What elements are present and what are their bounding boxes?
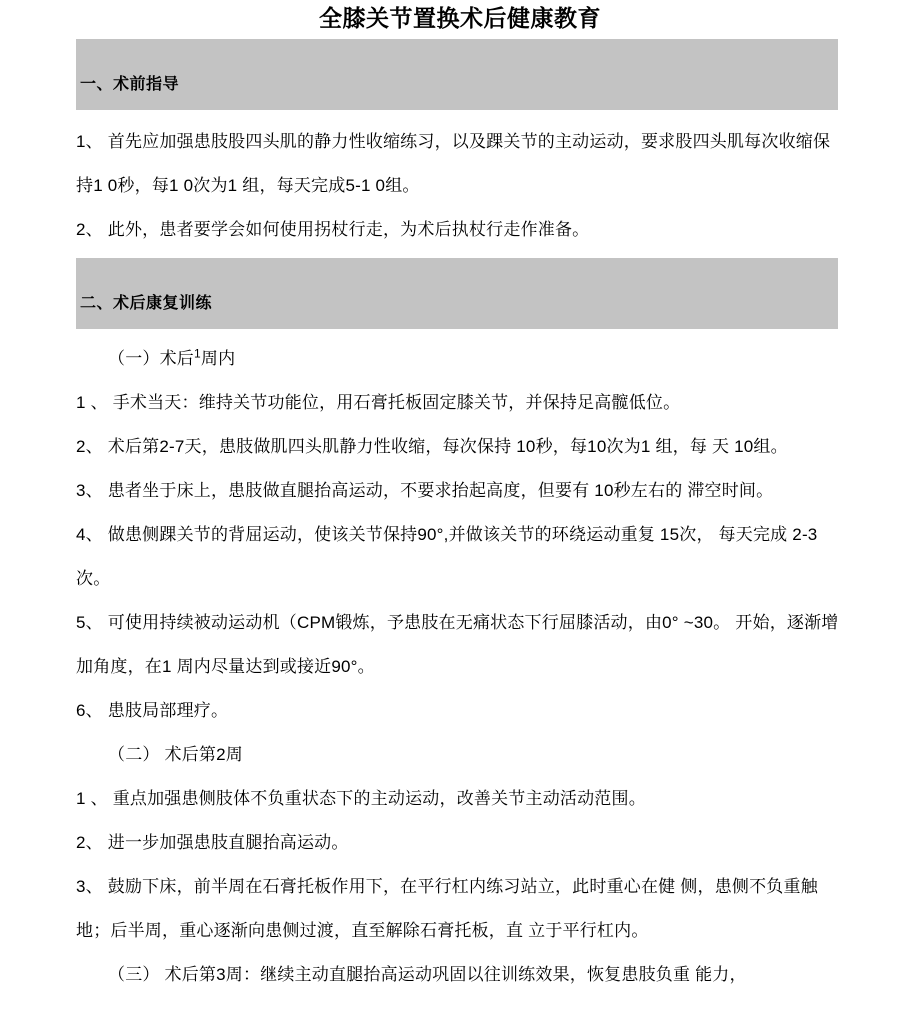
paragraph-s2b-item2: 2、 进一步加强患肢直腿抬高运动。 xyxy=(76,833,349,852)
section-one-body xyxy=(76,120,844,252)
section-two-body xyxy=(76,337,844,997)
section-heading-two-label: 二、术后康复训练 xyxy=(80,295,213,312)
subsection-a-label xyxy=(76,337,844,381)
subsection-a-label-superscript: 1 xyxy=(194,346,201,361)
page-title: 全膝关节置换术后健康教育 xyxy=(319,5,601,31)
subsection-b-label: （二） 术后第2周 xyxy=(108,745,243,764)
section-heading-bar-one xyxy=(76,39,838,110)
paragraph-s2a-item5: 5、 可使用持续被动运动机（CPM锻炼，予患肢在无痛状态下行屈膝活动，由0° ~30。 开始，逐渐增加角度，在1 周内尽量达到或接近90°。 xyxy=(76,613,839,676)
paragraph-s2a-item6: 6、 患肢局部理疗。 xyxy=(76,701,229,720)
paragraph-s2b-item1: 1 、 重点加强患侧肢体不负重状态下的主动运动，改善关节主动活动范围。 xyxy=(76,789,646,808)
section-heading-bar-two xyxy=(76,258,838,329)
paragraph-s1-item1: 1、 首先应加强患肢股四头肌的静力性收缩练习，以及踝关节的主动运动，要求股四头肌每次收缩保持1 0秒，每1 0次为1 组，每天完成5-1 0组。 xyxy=(76,132,831,195)
paragraph-s1-item2: 2、 此外，患者要学会如何使用拐杖行走，为术后执杖行走作准备。 xyxy=(76,220,590,239)
subsection-a-label-after: 周内 xyxy=(200,349,236,368)
paragraph-s2a-item3: 3、 患者坐于床上，患肢做直腿抬高运动，不要求抬起高度，但要有 10秒左右的 滞空时间。 xyxy=(76,481,774,500)
paragraph-s2b-item3: 3、 鼓励下床，前半周在石膏托板作用下，在平行杠内练习站立，此时重心在健 侧，患侧不负重触地；后半周，重心逐渐向患侧过渡，直至解除石膏托板，直 立于平行杠内。 xyxy=(76,877,818,940)
paragraph-s2a-item1: 1 、 手术当天：维持关节功能位，用石膏托板固定膝关节，并保持足高髋低位。 xyxy=(76,393,681,412)
document-page xyxy=(0,1,920,1018)
subsection-c-label: （三） 术后第3周：继续主动直腿抬高运动巩固以往训练效果，恢复患肢负重 能力， xyxy=(108,965,747,984)
paragraph-s2a-item2: 2、 术后第2-7天，患肢做肌四头肌静力性收缩，每次保持 10秒，每10次为1 组，每 天 10组。 xyxy=(76,437,788,456)
paragraph-s2a-item4: 4、 做患侧踝关节的背屈运动，使该关节保持90°,并做该关节的环绕运动重复 15次， 每天完成 2-3次。 xyxy=(76,525,818,588)
section-heading-one-label: 一、术前指导 xyxy=(80,76,180,93)
subsection-a-label-before: （一）术后 xyxy=(108,349,194,368)
